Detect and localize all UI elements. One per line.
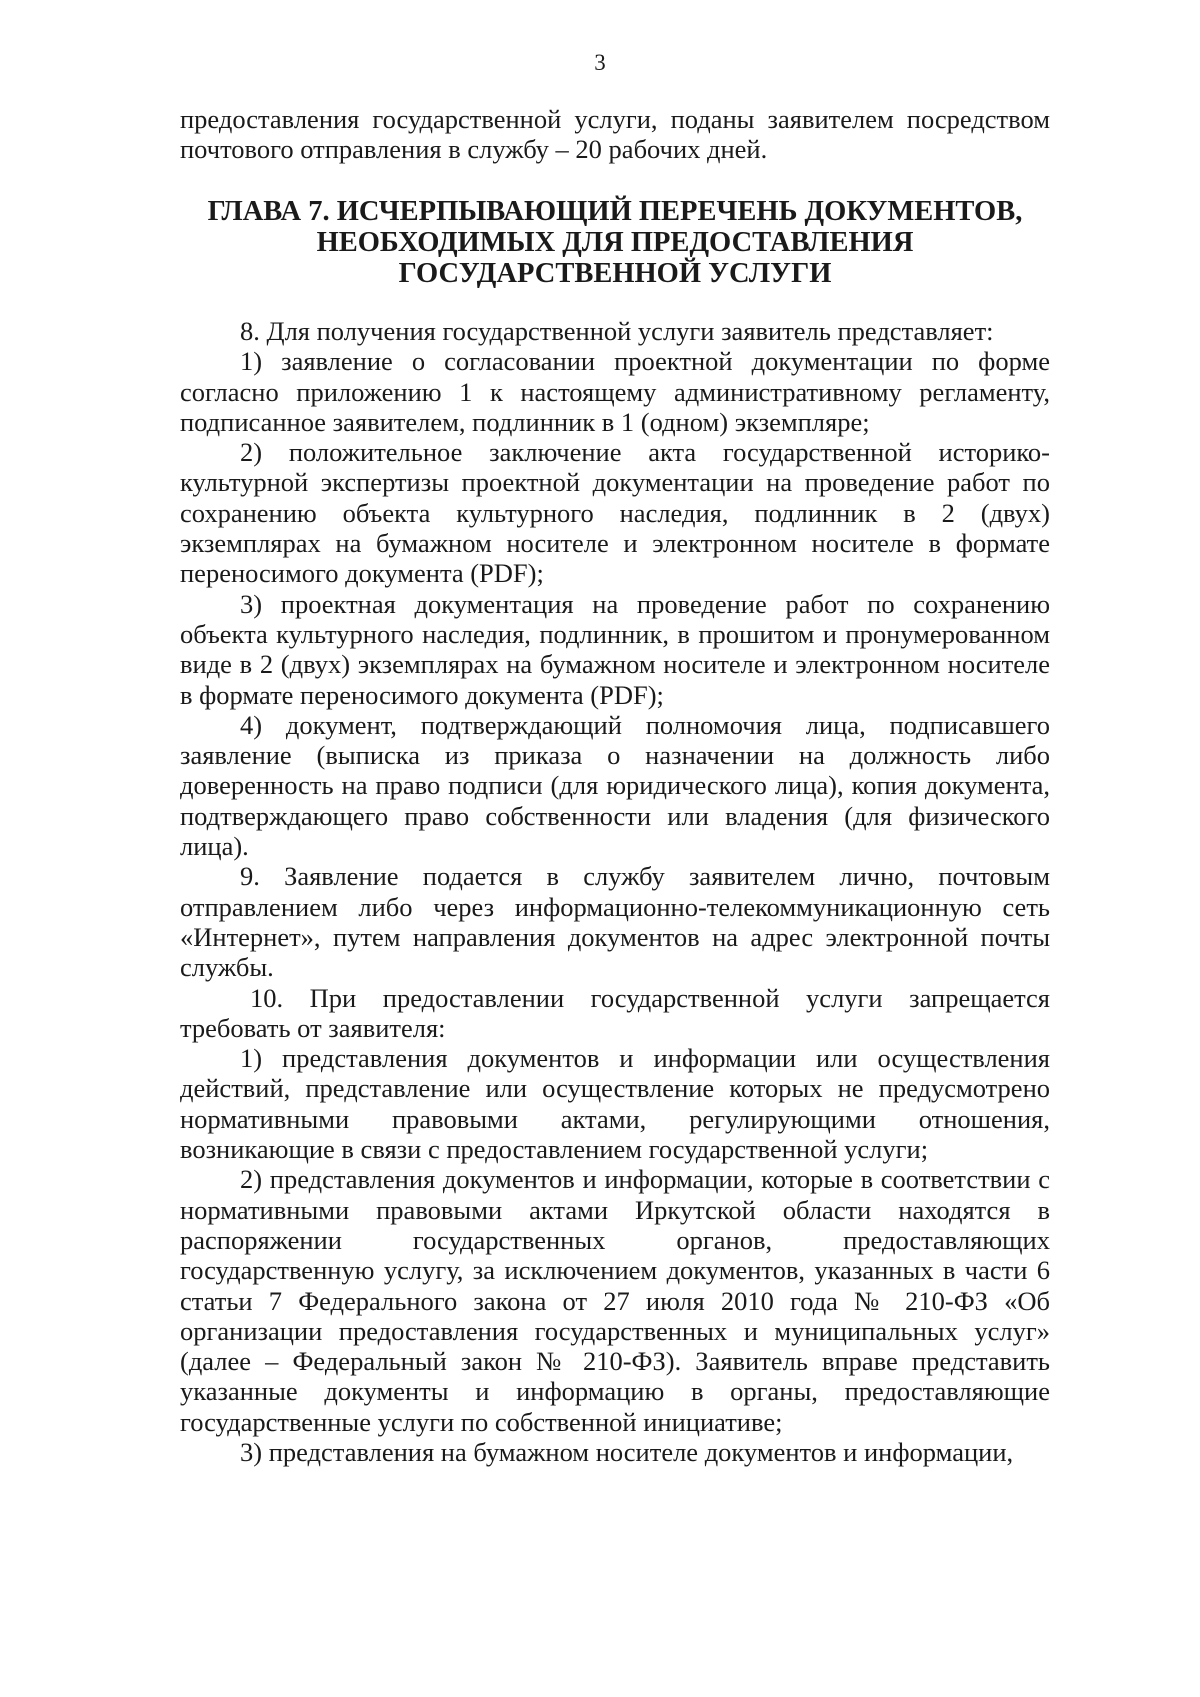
paragraph-10-item-2: 2) представления документов и информации, которые в соответствии с нормативными правовыми актами Иркутской области находятся в распоряжении государственных органов, предоставляющих государственную услугу, за исключением документов, указанных в части 6 статьи 7 Федерального закона от 27 июля 2010 года № 210-ФЗ «Об организации предоставления государственных и муниципальных услуг» (далее – Федеральный закон № 210-ФЗ). Заявитель вправе представить указанные документы и информацию в органы, предоставляющие государственные услуги по собственной инициативе; [180, 1164, 1050, 1437]
page-number: 3 [594, 50, 606, 75]
intro-text: предоставления государственной услуги, поданы заявителем посредством почтового отправления в службу – 20 рабочих дней. [180, 104, 1050, 165]
paragraph-10: 10. При предоставлении государственной услуги запрещается требовать от заявителя: [180, 982, 1050, 1043]
paragraph-10-item-1: 1) представления документов и информации или осуществления действий, представление или осуществление которых не предусмотрено нормативными правовыми актами, регулирующими отношения, возникающие в связи с предоставлением государственной услуги; [180, 1043, 1050, 1165]
heading-line-3: ГОСУДАРСТВЕННОЙ УСЛУГИ [398, 258, 832, 289]
paragraph-8-item-1: 1) заявление о согласовании проектной документации по форме согласно приложению 1 к настоящему административному регламенту, подписанное заявителем, подлинник в 1 (одном) экземпляре; [180, 346, 1050, 437]
paragraph-9: 9. Заявление подается в службу заявителем лично, почтовым отправлением либо через информационно-телекоммуникационную сеть «Интернет», путем направления документов на адрес электронной почты службы. [180, 861, 1050, 983]
heading-line-1: ГЛАВА 7. ИСЧЕРПЫВАЮЩИЙ ПЕРЕЧЕНЬ ДОКУМЕНТОВ, [207, 196, 1023, 227]
paragraph-8-item-3: 3) проектная документация на проведение работ по сохранению объекта культурного наследия, подлинник, в прошитом и пронумерованном виде в 2 (двух) экземплярах на бумажном носителе и электронном носителе в формате переносимого документа (PDF); [180, 588, 1050, 710]
paragraph-8-item-2: 2) положительное заключение акта государственной историко-культурной экспертизы проектной документации на проведение работ по сохранению объекта культурного наследия, подлинник в 2 (двух) экземплярах на бумажном носителе и электронном носителе в формате переносимого документа (PDF); [180, 437, 1050, 589]
paragraph-8: 8. Для получения государственной услуги заявитель представляет: [240, 316, 994, 346]
chapter-content [180, 316, 1050, 1467]
heading-line-2: НЕОБХОДИМЫХ ДЛЯ ПРЕДОСТАВЛЕНИЯ [316, 227, 914, 258]
paragraph-10-item-3: 3) представления на бумажном носителе документов и информации, [240, 1436, 1014, 1467]
chapter-heading [180, 196, 1050, 289]
intro-paragraph [180, 104, 1050, 165]
paragraph-8-item-4: 4) документ, подтверждающий полномочия лица, подписавшего заявление (выписка из приказа о назначении на должность либо доверенность на право подписи (для юридического лица), копия документа, подтверждающего право собственности или владения (для физического лица). [180, 709, 1050, 862]
